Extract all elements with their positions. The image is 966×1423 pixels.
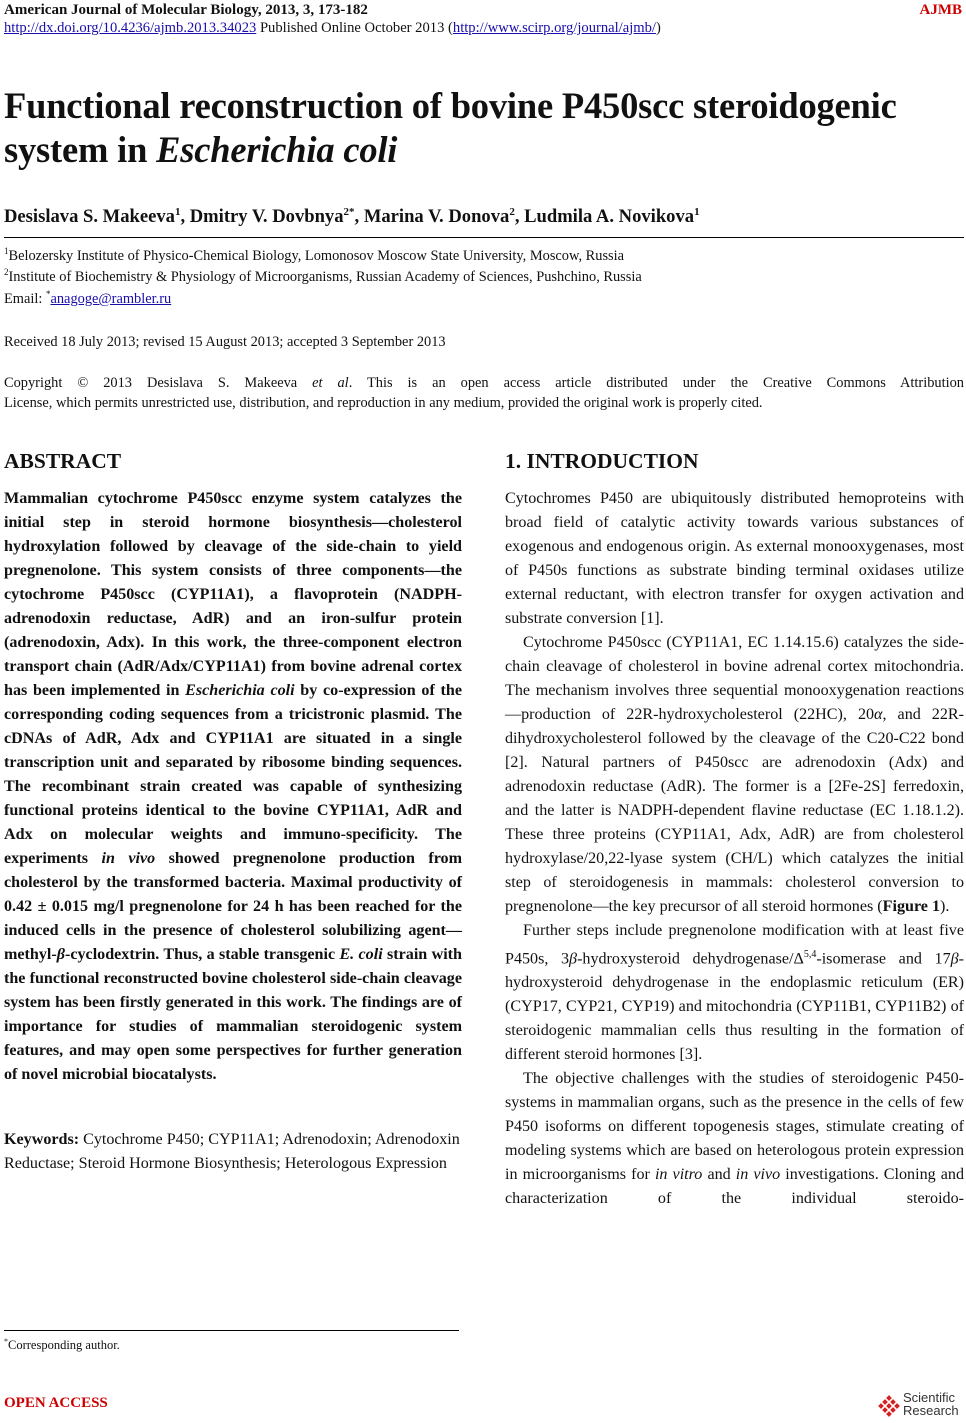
- abstract-body: [4, 487, 462, 1087]
- keywords-label: Keywords:: [4, 1131, 80, 1148]
- title-species: Escherichia coli: [156, 129, 398, 170]
- affiliation-text: Belozersky Institute of Physico-Chemical Biology, Lomonosov Moscow State University, Moscow, Russia: [8, 247, 625, 264]
- author: Dmitry V. Dovbnya: [189, 206, 344, 228]
- affiliation: [4, 267, 642, 286]
- paper-title: [4, 84, 897, 172]
- abstract-text: by co-expression of the corresponding coding sequences from a tricistronic plasmid. The cDNAs of AdR, Adx and CYP11A1 are situated in a single transcription unit and separated by ribosome binding sequences. The recombinant strain created was capable of synthesizing functional proteins identical to the bovine CYP11A1, AdR and Adx on molecular weights and immuno-specificity. The experiments: [4, 682, 462, 867]
- abstract-italic: Escherichia coli: [185, 682, 295, 699]
- title-line-1: Functional reconstruction of bovine P450scc steroidogenic: [4, 85, 897, 126]
- author-divider: [4, 237, 964, 238]
- paragraph-text: -isomerase and 17: [816, 950, 951, 968]
- italic-term: in vivo: [735, 1166, 781, 1184]
- superscript: 5,4: [803, 949, 817, 960]
- title-line-2-prefix: system in: [4, 129, 157, 170]
- paragraph-text: ).: [940, 898, 950, 915]
- paragraph: [505, 919, 964, 1067]
- introduction-body: [505, 487, 964, 1211]
- author-affiliation-mark: 1: [694, 206, 700, 218]
- paragraph-text: Cytochrome P450scc (CYP11A1, EC 1.14.15.6) catalyzes the side-chain cleavage of cholesterol in bovine adrenal cortex mitochondria. The mechanism involves three sequential monooxygenation reactions—production of 22R-hydroxycholesterol (22HC), 20: [505, 634, 964, 723]
- author: Ludmila A. Novikova: [524, 206, 695, 228]
- greek-alpha: α: [874, 706, 883, 723]
- publisher-line-1: Scientific: [903, 1390, 956, 1405]
- footnote-mark: *: [4, 1337, 8, 1346]
- affiliation: [4, 246, 624, 265]
- open-access-label: OPEN ACCESS: [4, 1395, 108, 1411]
- submission-dates: Received 18 July 2013; revised 15 August 2013; accepted 3 September 2013: [4, 334, 446, 350]
- copyright-etal: et al: [312, 375, 349, 391]
- publication-info: [4, 20, 661, 37]
- email-line: [4, 289, 171, 308]
- footnote: [4, 1337, 120, 1353]
- abstract-text: strain with the functional reconstructed bovine cholesterol side-chain cleavage system has been firstly generated in this work. The findings are of importance for studies of mammalian steroidogenic system features, and may open some perspectives for further generation of novel microbial biocatalysts.: [4, 946, 462, 1083]
- greek-beta: β: [950, 950, 959, 968]
- publisher-line-2: Research: [903, 1403, 959, 1418]
- introduction-heading: 1. INTRODUCTION: [505, 449, 699, 473]
- abstract-italic: β: [56, 946, 65, 963]
- abstract-text: showed pregnenolone production from cholesterol by the transformed bacteria. Maximal productivity of 0.42 ± 0.015 mg/l pregnenolone for 24 h has been reached for the induced cells in the presence of cholesterol solubilizing agent—methyl-: [4, 850, 463, 963]
- diamond-dots-logo-icon: [877, 1395, 901, 1419]
- paragraph: [505, 631, 964, 919]
- paragraph-text: investigations. Cloning and characterization of the individual steroido-: [505, 1166, 964, 1208]
- paragraph-text: -hydroxysteroid dehydrogenase in the endoplasmic reticulum (ER) (CYP17, CYP21, CYP19) and mitochondria (CYP11B1, CYP11B2) of steroidogenic mammalian cells thus resulting in the formation of different steroid hormones [3].: [505, 950, 965, 1064]
- author-separator: ,: [354, 206, 364, 228]
- paragraph: [505, 487, 964, 631]
- copyright-license: License, which permits unrestricted use, distribution, and reproduction in any medium, provided the original work is properly cited.: [4, 395, 763, 411]
- email-label: Email:: [4, 290, 46, 307]
- author-separator: ,: [514, 206, 525, 228]
- author-list: [4, 206, 700, 228]
- keywords-text: Cytochrome P450; CYP11A1; Adrenodoxin; Adrenodoxin Reductase; Steroid Hormone Biosynthesis; Heterologous Expression: [4, 1131, 460, 1172]
- journal-citation: American Journal of Molecular Biology, 2013, 3, 173-182: [4, 2, 368, 18]
- abstract-italic: in vivo: [101, 850, 156, 867]
- affiliation-mark: 1: [4, 246, 9, 256]
- paragraph-text: Further steps include pregnenolone modification with at least five P450s, 3: [505, 922, 964, 968]
- abstract-text: Mammalian cytochrome P450scc enzyme system catalyzes the initial step in steroid hormone biosynthesis—cholesterol hydroxylation followed by cleavage of the side-chain to yield pregnenolone. This system consists of three components—the cytochrome P450scc (CYP11A1), a flavoprotein (NADPH-adrenodoxin reductase, AdR) and an iron-sulfur protein (adrenodoxin, Adx). In this work, the three-component electron transport chain (AdR/Adx/CYP11A1) from bovine adrenal cortex has been implemented in: [4, 490, 462, 699]
- author-affiliation-mark: 2*: [343, 206, 355, 218]
- doi-link[interactable]: http://dx.doi.org/10.4236/ajmb.2013.34023: [4, 20, 257, 36]
- keywords: [4, 1128, 462, 1176]
- abstract-text: -cyclodextrin. Thus, a stable transgenic: [65, 946, 340, 963]
- copyright-prefix: Copyright © 2013 Desislava S. Makeeva: [4, 375, 313, 391]
- paragraph: [505, 1067, 964, 1211]
- close-paren: ): [655, 20, 661, 36]
- greek-beta: β: [569, 950, 578, 968]
- published-text: Published Online October 2013 (: [256, 20, 453, 36]
- abstract-heading: ABSTRACT: [4, 449, 122, 473]
- author-affiliation-mark: 2: [509, 206, 515, 218]
- email-link[interactable]: anagoge@rambler.ru: [50, 290, 172, 307]
- author-affiliation-mark: 1: [174, 206, 181, 218]
- journal-url-link[interactable]: http://www.scirp.org/journal/ajmb/: [452, 20, 656, 36]
- copyright-notice: [4, 373, 964, 413]
- author: Desislava S. Makeeva: [4, 206, 175, 228]
- paragraph-text: , and 22R-dihydroxycholesterol followed by the cleavage of the C20-C22 bond [2]. Natural partners of P450scc are adrenodoxin (Adx) and adrenodoxin reductase (AdR). The former is a [2Fe-2S] ferredoxin, and the latter is NADPH-dependent flavine reductase (EC 1.18.1.2). These three proteins (CYP11A1, Adx, AdR) are from cholesterol hydroxylase/20,22-lyase system (CH/L) which catalyzes the initial step of steroidogenesis in mammals: cholesterol conversion to pregnenolone—the key precursor of all steroid hormones (: [505, 706, 964, 915]
- author: Marina V. Donova: [363, 206, 510, 228]
- footnote-text: Corresponding author.: [8, 1338, 120, 1353]
- footnote-divider: [4, 1330, 459, 1331]
- journal-abbreviation: AJMB: [919, 2, 962, 18]
- copyright-text: . This is an open access article distributed under the Creative Commons Attribution: [348, 375, 964, 391]
- affiliation-mark: 2: [4, 267, 9, 277]
- abstract-italic: E. coli: [339, 946, 383, 963]
- paragraph-text: The objective challenges with the studies of steroidogenic P450-systems in mammalian organs, such as the presence in the cells of few P450 isoforms on different topogenesis stages, stimulate creating of modeling systems which are based on heterologous protein expression in microorganisms for: [505, 1070, 964, 1184]
- publisher-name: [903, 1391, 959, 1417]
- affiliation-text: Institute of Biochemistry & Physiology of Microorganisms, Russian Academy of Sciences, Pushchino, Russia: [8, 268, 642, 285]
- email-mark: *: [45, 289, 51, 299]
- author-separator: ,: [180, 206, 190, 228]
- publisher-logo: [877, 1391, 965, 1421]
- paragraph-text: -hydroxysteroid dehydrogenase/Δ: [577, 950, 804, 968]
- italic-term: in vitro: [654, 1166, 703, 1184]
- figure-reference[interactable]: Figure 1: [882, 898, 941, 915]
- paragraph-text: Cytochromes P450 are ubiquitously distributed hemoproteins with broad field of catalytic activity towards various substances of exogenous and endogenous origin. As external monooxygenases, most of P450s functions as substrate binding terminal oxidases utilize external reductant, with electron transfer for oxygen activation and substrate conversion [1].: [505, 490, 964, 627]
- paragraph-text: and: [702, 1166, 736, 1184]
